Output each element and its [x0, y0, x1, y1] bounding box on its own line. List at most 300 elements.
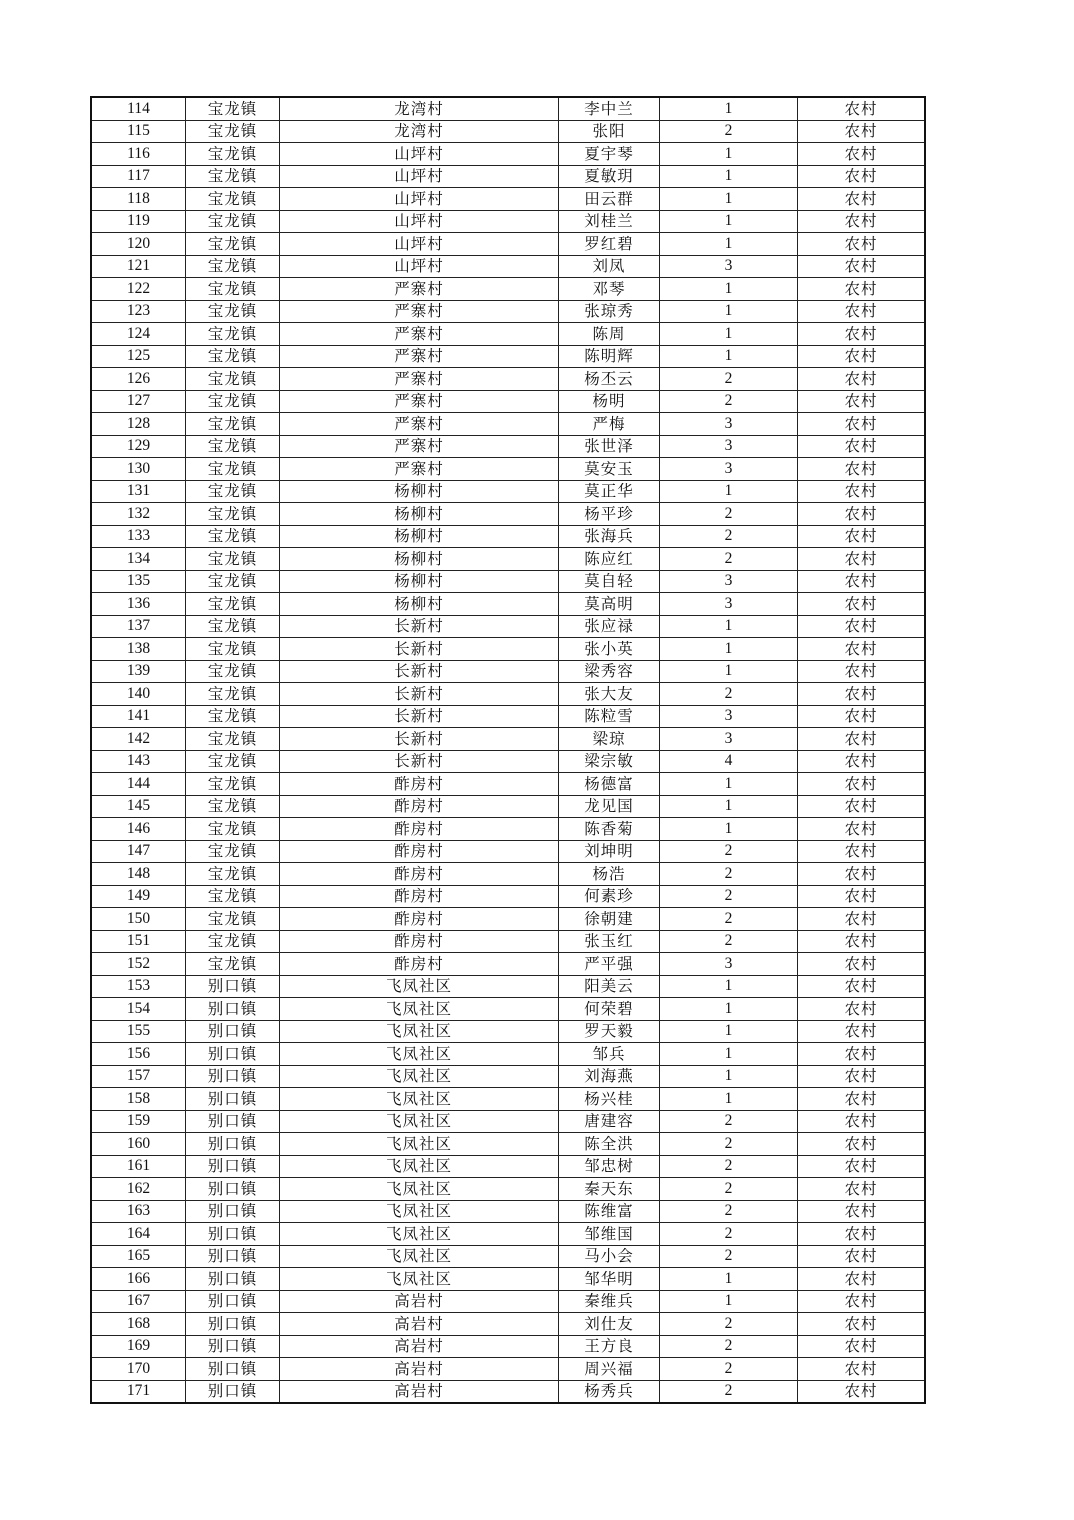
count-cell: 1 [660, 345, 798, 368]
name-cell: 梁宗敏 [559, 750, 660, 773]
count-cell: 2 [660, 683, 798, 706]
name-cell: 梁秀容 [559, 660, 660, 683]
count-cell: 2 [660, 1245, 798, 1268]
row-number-cell: 129 [91, 435, 186, 458]
row-number-cell: 144 [91, 773, 186, 796]
count-cell: 3 [660, 413, 798, 436]
row-number-cell: 171 [91, 1380, 186, 1403]
town-cell: 宝龙镇 [186, 773, 280, 796]
category-cell: 农村 [798, 1178, 926, 1201]
village-cell: 酢房村 [280, 773, 559, 796]
village-cell: 长新村 [280, 683, 559, 706]
count-cell: 1 [660, 615, 798, 638]
village-cell: 飞凤社区 [280, 1245, 559, 1268]
village-cell: 飞凤社区 [280, 975, 559, 998]
name-cell: 陈香菊 [559, 818, 660, 841]
row-number-cell: 123 [91, 300, 186, 323]
row-number-cell: 150 [91, 908, 186, 931]
count-cell: 2 [660, 1133, 798, 1156]
village-cell: 酢房村 [280, 818, 559, 841]
name-cell: 张世泽 [559, 435, 660, 458]
category-cell: 农村 [798, 278, 926, 301]
name-cell: 张琼秀 [559, 300, 660, 323]
town-cell: 别口镇 [186, 975, 280, 998]
category-cell: 农村 [798, 210, 926, 233]
count-cell: 2 [660, 390, 798, 413]
category-cell: 农村 [798, 480, 926, 503]
count-cell: 2 [660, 503, 798, 526]
count-cell: 1 [660, 323, 798, 346]
table-row [91, 255, 925, 278]
category-cell: 农村 [798, 683, 926, 706]
records-table-body [91, 97, 925, 1403]
table-row [91, 683, 925, 706]
table-row [91, 1043, 925, 1066]
village-cell: 酢房村 [280, 908, 559, 931]
count-cell: 3 [660, 435, 798, 458]
table-row [91, 210, 925, 233]
town-cell: 宝龙镇 [186, 863, 280, 886]
row-number-cell: 120 [91, 233, 186, 256]
category-cell: 农村 [798, 660, 926, 683]
name-cell: 唐建容 [559, 1110, 660, 1133]
category-cell: 农村 [798, 750, 926, 773]
records-table [90, 96, 926, 1404]
village-cell: 高岩村 [280, 1313, 559, 1336]
name-cell: 张玉红 [559, 930, 660, 953]
table-row [91, 660, 925, 683]
town-cell: 别口镇 [186, 1200, 280, 1223]
count-cell: 1 [660, 300, 798, 323]
village-cell: 酢房村 [280, 795, 559, 818]
name-cell: 刘桂兰 [559, 210, 660, 233]
category-cell: 农村 [798, 593, 926, 616]
row-number-cell: 164 [91, 1223, 186, 1246]
name-cell: 秦维兵 [559, 1290, 660, 1313]
table-row [91, 1065, 925, 1088]
row-number-cell: 131 [91, 480, 186, 503]
village-cell: 飞凤社区 [280, 1110, 559, 1133]
count-cell: 2 [660, 908, 798, 931]
town-cell: 别口镇 [186, 1245, 280, 1268]
row-number-cell: 160 [91, 1133, 186, 1156]
name-cell: 邹华明 [559, 1268, 660, 1291]
town-cell: 宝龙镇 [186, 480, 280, 503]
town-cell: 宝龙镇 [186, 413, 280, 436]
name-cell: 何荣碧 [559, 998, 660, 1021]
village-cell: 山坪村 [280, 233, 559, 256]
row-number-cell: 159 [91, 1110, 186, 1133]
town-cell: 别口镇 [186, 998, 280, 1021]
town-cell: 宝龙镇 [186, 143, 280, 166]
category-cell: 农村 [798, 435, 926, 458]
count-cell: 2 [660, 1380, 798, 1403]
table-row [91, 390, 925, 413]
row-number-cell: 134 [91, 548, 186, 571]
category-cell: 农村 [798, 165, 926, 188]
name-cell: 莫自轻 [559, 570, 660, 593]
table-row [91, 1223, 925, 1246]
village-cell: 飞凤社区 [280, 1065, 559, 1088]
category-cell: 农村 [798, 975, 926, 998]
table-row [91, 503, 925, 526]
count-cell: 1 [660, 795, 798, 818]
table-row [91, 1178, 925, 1201]
village-cell: 杨柳村 [280, 480, 559, 503]
village-cell: 酢房村 [280, 863, 559, 886]
table-row [91, 1200, 925, 1223]
row-number-cell: 133 [91, 525, 186, 548]
name-cell: 杨明 [559, 390, 660, 413]
table-row [91, 278, 925, 301]
village-cell: 杨柳村 [280, 570, 559, 593]
count-cell: 3 [660, 953, 798, 976]
count-cell: 1 [660, 818, 798, 841]
village-cell: 严寨村 [280, 413, 559, 436]
row-number-cell: 168 [91, 1313, 186, 1336]
name-cell: 杨秀兵 [559, 1380, 660, 1403]
row-number-cell: 147 [91, 840, 186, 863]
town-cell: 宝龙镇 [186, 323, 280, 346]
row-number-cell: 165 [91, 1245, 186, 1268]
village-cell: 山坪村 [280, 255, 559, 278]
category-cell: 农村 [798, 1043, 926, 1066]
table-row [91, 165, 925, 188]
table-row [91, 1020, 925, 1043]
name-cell: 何素珍 [559, 885, 660, 908]
table-row [91, 413, 925, 436]
category-cell: 农村 [798, 120, 926, 143]
town-cell: 别口镇 [186, 1065, 280, 1088]
town-cell: 别口镇 [186, 1020, 280, 1043]
town-cell: 宝龙镇 [186, 705, 280, 728]
village-cell: 山坪村 [280, 210, 559, 233]
town-cell: 宝龙镇 [186, 97, 280, 120]
village-cell: 龙湾村 [280, 120, 559, 143]
town-cell: 宝龙镇 [186, 165, 280, 188]
name-cell: 杨平珍 [559, 503, 660, 526]
town-cell: 宝龙镇 [186, 458, 280, 481]
row-number-cell: 124 [91, 323, 186, 346]
category-cell: 农村 [798, 1313, 926, 1336]
row-number-cell: 115 [91, 120, 186, 143]
table-row [91, 1380, 925, 1403]
row-number-cell: 114 [91, 97, 186, 120]
count-cell: 2 [660, 1110, 798, 1133]
village-cell: 长新村 [280, 638, 559, 661]
town-cell: 宝龙镇 [186, 278, 280, 301]
name-cell: 邹维国 [559, 1223, 660, 1246]
category-cell: 农村 [798, 638, 926, 661]
row-number-cell: 155 [91, 1020, 186, 1043]
category-cell: 农村 [798, 930, 926, 953]
town-cell: 宝龙镇 [186, 818, 280, 841]
name-cell: 刘海燕 [559, 1065, 660, 1088]
count-cell: 3 [660, 570, 798, 593]
village-cell: 飞凤社区 [280, 1155, 559, 1178]
count-cell: 3 [660, 255, 798, 278]
village-cell: 高岩村 [280, 1380, 559, 1403]
count-cell: 2 [660, 863, 798, 886]
name-cell: 严梅 [559, 413, 660, 436]
name-cell: 严平强 [559, 953, 660, 976]
count-cell: 1 [660, 188, 798, 211]
row-number-cell: 149 [91, 885, 186, 908]
row-number-cell: 136 [91, 593, 186, 616]
category-cell: 农村 [798, 1155, 926, 1178]
name-cell: 王方良 [559, 1335, 660, 1358]
row-number-cell: 122 [91, 278, 186, 301]
name-cell: 莫高明 [559, 593, 660, 616]
name-cell: 邹兵 [559, 1043, 660, 1066]
table-row [91, 863, 925, 886]
category-cell: 农村 [798, 1268, 926, 1291]
category-cell: 农村 [798, 570, 926, 593]
count-cell: 2 [660, 1313, 798, 1336]
table-row [91, 615, 925, 638]
count-cell: 2 [660, 885, 798, 908]
category-cell: 农村 [798, 1380, 926, 1403]
category-cell: 农村 [798, 1223, 926, 1246]
name-cell: 张应禄 [559, 615, 660, 638]
village-cell: 酢房村 [280, 840, 559, 863]
category-cell: 农村 [798, 503, 926, 526]
town-cell: 宝龙镇 [186, 503, 280, 526]
count-cell: 1 [660, 97, 798, 120]
village-cell: 严寨村 [280, 300, 559, 323]
count-cell: 2 [660, 840, 798, 863]
count-cell: 1 [660, 278, 798, 301]
count-cell: 1 [660, 638, 798, 661]
name-cell: 杨丕云 [559, 368, 660, 391]
table-row [91, 953, 925, 976]
town-cell: 宝龙镇 [186, 435, 280, 458]
town-cell: 别口镇 [186, 1358, 280, 1381]
count-cell: 1 [660, 210, 798, 233]
row-number-cell: 145 [91, 795, 186, 818]
town-cell: 别口镇 [186, 1178, 280, 1201]
town-cell: 宝龙镇 [186, 885, 280, 908]
count-cell: 2 [660, 525, 798, 548]
row-number-cell: 169 [91, 1335, 186, 1358]
name-cell: 杨兴桂 [559, 1088, 660, 1111]
table-row [91, 728, 925, 751]
name-cell: 张海兵 [559, 525, 660, 548]
row-number-cell: 167 [91, 1290, 186, 1313]
count-cell: 2 [660, 120, 798, 143]
village-cell: 杨柳村 [280, 593, 559, 616]
name-cell: 邓琴 [559, 278, 660, 301]
row-number-cell: 126 [91, 368, 186, 391]
row-number-cell: 170 [91, 1358, 186, 1381]
table-row [91, 300, 925, 323]
table-row [91, 930, 925, 953]
town-cell: 宝龙镇 [186, 750, 280, 773]
name-cell: 刘坤明 [559, 840, 660, 863]
village-cell: 山坪村 [280, 188, 559, 211]
row-number-cell: 118 [91, 188, 186, 211]
village-cell: 飞凤社区 [280, 1223, 559, 1246]
table-row [91, 97, 925, 120]
village-cell: 高岩村 [280, 1358, 559, 1381]
count-cell: 2 [660, 1178, 798, 1201]
name-cell: 夏敏玥 [559, 165, 660, 188]
row-number-cell: 130 [91, 458, 186, 481]
name-cell: 陈周 [559, 323, 660, 346]
town-cell: 别口镇 [186, 1335, 280, 1358]
table-row [91, 323, 925, 346]
village-cell: 飞凤社区 [280, 1133, 559, 1156]
name-cell: 罗红碧 [559, 233, 660, 256]
category-cell: 农村 [798, 143, 926, 166]
row-number-cell: 121 [91, 255, 186, 278]
table-row [91, 908, 925, 931]
table-row [91, 188, 925, 211]
table-row [91, 1155, 925, 1178]
town-cell: 宝龙镇 [186, 930, 280, 953]
row-number-cell: 132 [91, 503, 186, 526]
town-cell: 别口镇 [186, 1133, 280, 1156]
table-row [91, 998, 925, 1021]
name-cell: 秦天东 [559, 1178, 660, 1201]
category-cell: 农村 [798, 1133, 926, 1156]
count-cell: 2 [660, 1200, 798, 1223]
village-cell: 长新村 [280, 728, 559, 751]
category-cell: 农村 [798, 908, 926, 931]
name-cell: 夏宇琴 [559, 143, 660, 166]
row-number-cell: 153 [91, 975, 186, 998]
town-cell: 宝龙镇 [186, 233, 280, 256]
town-cell: 宝龙镇 [186, 638, 280, 661]
town-cell: 宝龙镇 [186, 795, 280, 818]
category-cell: 农村 [798, 840, 926, 863]
category-cell: 农村 [798, 795, 926, 818]
town-cell: 宝龙镇 [186, 525, 280, 548]
village-cell: 严寨村 [280, 390, 559, 413]
table-row [91, 593, 925, 616]
table-row [91, 480, 925, 503]
count-cell: 1 [660, 1020, 798, 1043]
category-cell: 农村 [798, 233, 926, 256]
count-cell: 1 [660, 1043, 798, 1066]
category-cell: 农村 [798, 1110, 926, 1133]
row-number-cell: 128 [91, 413, 186, 436]
count-cell: 2 [660, 548, 798, 571]
village-cell: 长新村 [280, 705, 559, 728]
table-row [91, 795, 925, 818]
row-number-cell: 154 [91, 998, 186, 1021]
row-number-cell: 156 [91, 1043, 186, 1066]
village-cell: 山坪村 [280, 143, 559, 166]
town-cell: 宝龙镇 [186, 188, 280, 211]
town-cell: 别口镇 [186, 1380, 280, 1403]
village-cell: 严寨村 [280, 458, 559, 481]
village-cell: 飞凤社区 [280, 1020, 559, 1043]
row-number-cell: 117 [91, 165, 186, 188]
town-cell: 别口镇 [186, 1088, 280, 1111]
category-cell: 农村 [798, 615, 926, 638]
count-cell: 3 [660, 593, 798, 616]
village-cell: 杨柳村 [280, 503, 559, 526]
town-cell: 宝龙镇 [186, 255, 280, 278]
name-cell: 张小英 [559, 638, 660, 661]
category-cell: 农村 [798, 818, 926, 841]
town-cell: 宝龙镇 [186, 660, 280, 683]
count-cell: 1 [660, 165, 798, 188]
row-number-cell: 157 [91, 1065, 186, 1088]
count-cell: 2 [660, 1335, 798, 1358]
category-cell: 农村 [798, 525, 926, 548]
category-cell: 农村 [798, 1200, 926, 1223]
count-cell: 2 [660, 1155, 798, 1178]
table-row [91, 458, 925, 481]
category-cell: 农村 [798, 953, 926, 976]
name-cell: 陈粒雪 [559, 705, 660, 728]
name-cell: 马小会 [559, 1245, 660, 1268]
table-row [91, 1358, 925, 1381]
town-cell: 别口镇 [186, 1268, 280, 1291]
category-cell: 农村 [798, 368, 926, 391]
town-cell: 宝龙镇 [186, 908, 280, 931]
table-row [91, 1313, 925, 1336]
count-cell: 2 [660, 368, 798, 391]
count-cell: 1 [660, 1290, 798, 1313]
town-cell: 别口镇 [186, 1313, 280, 1336]
name-cell: 陈全洪 [559, 1133, 660, 1156]
name-cell: 周兴福 [559, 1358, 660, 1381]
count-cell: 3 [660, 705, 798, 728]
count-cell: 1 [660, 998, 798, 1021]
row-number-cell: 137 [91, 615, 186, 638]
category-cell: 农村 [798, 1065, 926, 1088]
town-cell: 宝龙镇 [186, 368, 280, 391]
name-cell: 阳美云 [559, 975, 660, 998]
name-cell: 陈明辉 [559, 345, 660, 368]
table-row [91, 525, 925, 548]
name-cell: 刘仕友 [559, 1313, 660, 1336]
table-row [91, 1110, 925, 1133]
town-cell: 别口镇 [186, 1290, 280, 1313]
row-number-cell: 146 [91, 818, 186, 841]
row-number-cell: 148 [91, 863, 186, 886]
category-cell: 农村 [798, 863, 926, 886]
village-cell: 飞凤社区 [280, 1043, 559, 1066]
village-cell: 严寨村 [280, 345, 559, 368]
town-cell: 宝龙镇 [186, 615, 280, 638]
name-cell: 莫安玉 [559, 458, 660, 481]
table-row [91, 548, 925, 571]
category-cell: 农村 [798, 188, 926, 211]
town-cell: 宝龙镇 [186, 300, 280, 323]
table-row [91, 233, 925, 256]
village-cell: 飞凤社区 [280, 1268, 559, 1291]
row-number-cell: 162 [91, 1178, 186, 1201]
town-cell: 宝龙镇 [186, 840, 280, 863]
town-cell: 宝龙镇 [186, 390, 280, 413]
name-cell: 张大友 [559, 683, 660, 706]
table-row [91, 1290, 925, 1313]
count-cell: 2 [660, 1223, 798, 1246]
category-cell: 农村 [798, 97, 926, 120]
count-cell: 2 [660, 1358, 798, 1381]
village-cell: 龙湾村 [280, 97, 559, 120]
village-cell: 山坪村 [280, 165, 559, 188]
table-row [91, 1335, 925, 1358]
village-cell: 严寨村 [280, 435, 559, 458]
category-cell: 农村 [798, 705, 926, 728]
category-cell: 农村 [798, 548, 926, 571]
village-cell: 高岩村 [280, 1335, 559, 1358]
